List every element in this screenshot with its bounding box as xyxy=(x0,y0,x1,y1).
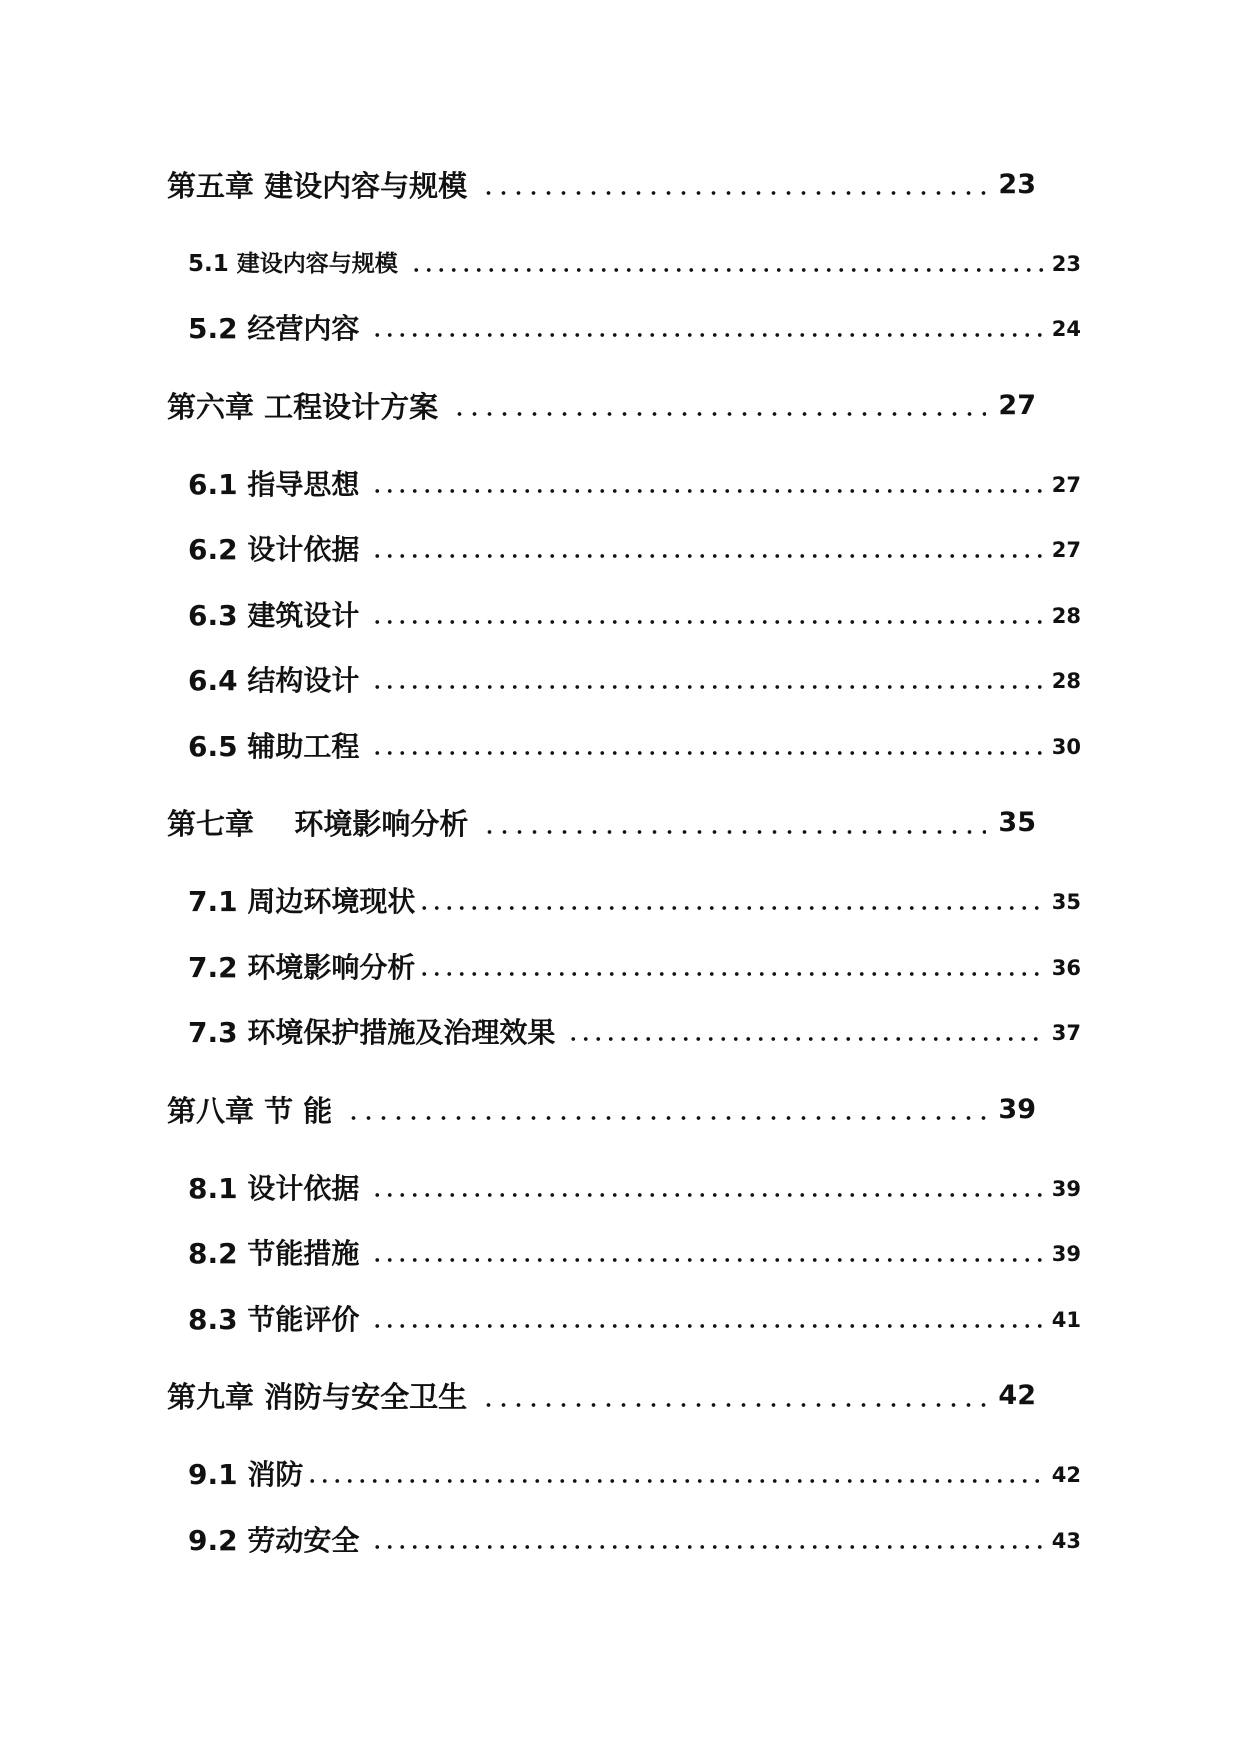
toc-page-number: 37 xyxy=(1051,1021,1081,1046)
toc-section-entry xyxy=(0,1506,1241,1572)
toc-section-entry xyxy=(0,712,1241,778)
toc-entry-title: 9.1 消防 xyxy=(188,1458,304,1492)
toc-page-number: 39 xyxy=(1051,1242,1081,1267)
toc-entry-title: 9.2 劳动安全 xyxy=(188,1523,360,1557)
dot-leader xyxy=(371,1192,1043,1198)
dot-leader xyxy=(371,750,1043,756)
toc-chapter-entry xyxy=(0,139,1241,229)
toc-entry-title: 8.1 设计依据 xyxy=(188,1171,360,1205)
toc-page-number: 23 xyxy=(1051,251,1081,276)
dot-leader xyxy=(481,190,986,196)
toc-entry-title: 第六章 工程设计方案 xyxy=(167,389,439,424)
dot-leader xyxy=(452,411,986,417)
toc-page-number: 39 xyxy=(1051,1176,1081,1201)
toc-page-number: 27 xyxy=(1051,538,1081,563)
toc-entry-title: 第九章 消防与安全卫生 xyxy=(167,1380,468,1414)
toc-chapter-entry xyxy=(0,360,1241,450)
toc-entry-title: 7.3 环境保护措施及治理效果 xyxy=(188,1016,556,1050)
toc-entry-title: 8.3 节能评价 xyxy=(188,1302,360,1336)
toc-entry-title: 5.2 经营内容 xyxy=(188,312,360,346)
toc-section-entry xyxy=(0,1285,1241,1351)
toc-page-number: 23 xyxy=(998,168,1036,200)
toc-entry-title: 5.1 建设内容与规模 xyxy=(188,251,398,278)
toc-page-number: 24 xyxy=(1051,317,1081,342)
toc-page-number: 28 xyxy=(1051,603,1081,628)
toc-section-entry xyxy=(0,933,1241,999)
dot-leader xyxy=(371,553,1043,559)
dot-leader xyxy=(482,829,986,835)
toc-entry-title: 6.5 辅助工程 xyxy=(188,729,360,763)
table-of-contents xyxy=(0,139,1241,1572)
toc-section-entry xyxy=(0,999,1241,1065)
toc-page-number: 42 xyxy=(1051,1463,1081,1488)
toc-chapter-entry xyxy=(0,1064,1241,1154)
dot-leader xyxy=(346,1115,986,1121)
dot-leader xyxy=(371,1544,1043,1550)
toc-entry-title: 6.4 结构设计 xyxy=(188,664,360,698)
toc-page-number: 41 xyxy=(1051,1307,1081,1332)
dot-leader xyxy=(418,971,1043,977)
toc-section-entry xyxy=(0,516,1241,582)
toc-entry-title: 7.2 环境影响分析 xyxy=(188,950,416,984)
toc-section-entry xyxy=(0,295,1241,361)
toc-page-number: 27 xyxy=(1051,472,1081,497)
toc-section-entry xyxy=(0,581,1241,647)
toc-entry-title: 第五章 建设内容与规模 xyxy=(167,168,468,203)
toc-page-number: 39 xyxy=(998,1093,1036,1125)
toc-section-entry xyxy=(0,647,1241,713)
dot-leader xyxy=(481,1402,986,1408)
dot-leader xyxy=(410,267,1044,273)
dot-leader xyxy=(371,1257,1043,1263)
dot-leader xyxy=(371,488,1043,494)
toc-page-number: 36 xyxy=(1051,955,1081,980)
toc-entry-title: 第八章 节 能 xyxy=(167,1093,333,1128)
toc-chapter-entry xyxy=(0,778,1241,868)
toc-entry-title: 6.1 指导思想 xyxy=(188,467,360,501)
toc-chapter-entry xyxy=(0,1351,1241,1441)
toc-page-number: 27 xyxy=(998,389,1036,421)
toc-section-entry xyxy=(0,1220,1241,1286)
dot-leader xyxy=(306,1478,1043,1484)
toc-page-number: 30 xyxy=(1051,734,1081,759)
toc-page-number: 42 xyxy=(998,1380,1036,1411)
toc-page-number: 35 xyxy=(1051,890,1081,915)
dot-leader xyxy=(371,332,1043,338)
toc-page-number: 35 xyxy=(998,807,1036,838)
toc-entry-title: 7.1 周边环境现状 xyxy=(188,885,416,919)
toc-page-number: 43 xyxy=(1051,1528,1081,1553)
toc-section-entry xyxy=(0,868,1241,934)
dot-leader xyxy=(371,684,1043,690)
toc-entry-title: 6.2 设计依据 xyxy=(188,533,360,567)
toc-entry-title: 8.2 节能措施 xyxy=(188,1237,360,1271)
toc-section-entry xyxy=(0,1441,1241,1507)
toc-section-entry xyxy=(0,229,1241,295)
toc-section-entry xyxy=(0,1154,1241,1220)
toc-entry-title: 6.3 建筑设计 xyxy=(188,598,360,632)
dot-leader xyxy=(371,619,1043,625)
dot-leader xyxy=(418,905,1043,911)
dot-leader xyxy=(371,1323,1043,1329)
dot-leader xyxy=(567,1036,1043,1042)
toc-section-entry xyxy=(0,450,1241,516)
toc-entry-title: 第七章 环境影响分析 xyxy=(167,807,469,841)
toc-page-number: 28 xyxy=(1051,669,1081,694)
